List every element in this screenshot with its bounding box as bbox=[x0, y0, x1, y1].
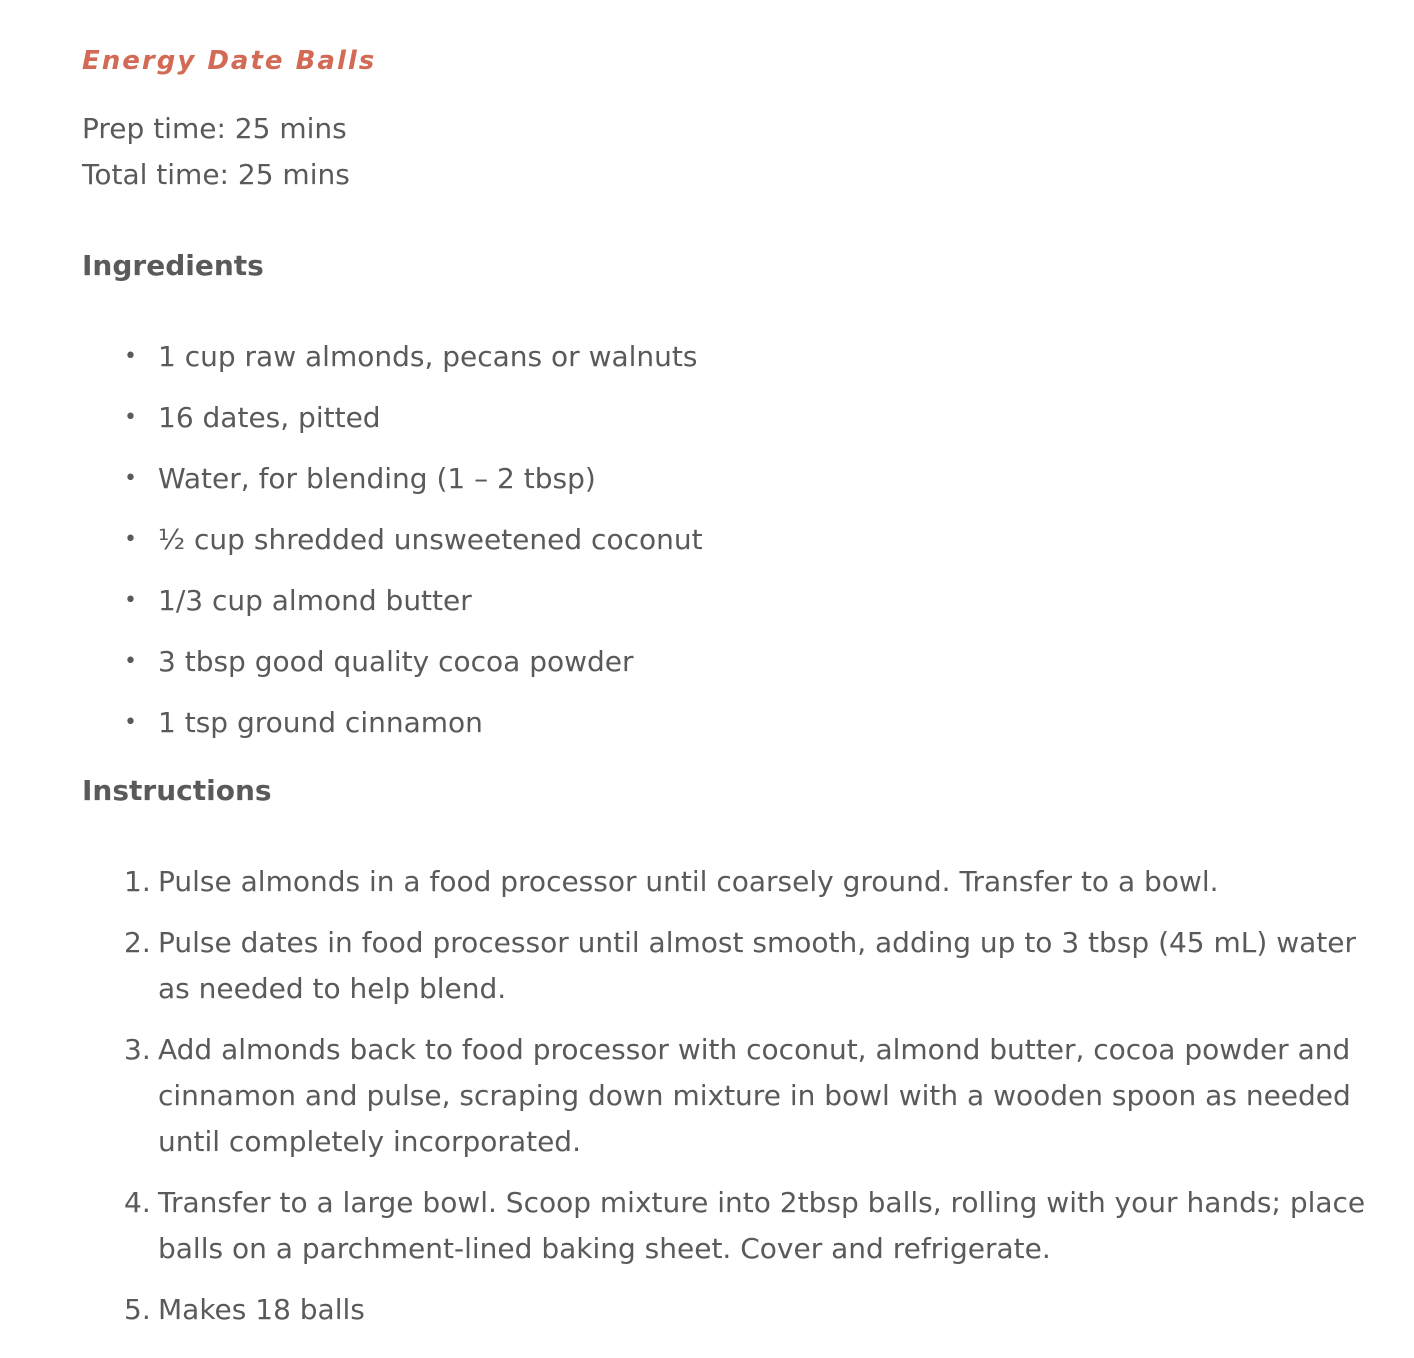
ingredient-text: 1 cup raw almonds, pecans or walnuts bbox=[158, 340, 698, 373]
ingredient-text: 1 tsp ground cinnamon bbox=[158, 706, 483, 739]
ingredient-item bbox=[82, 456, 1372, 502]
step-number: 2. bbox=[124, 926, 151, 959]
recipe-card bbox=[82, 40, 1372, 1348]
ingredient-item bbox=[82, 639, 1372, 685]
instruction-step bbox=[82, 1287, 1372, 1333]
bullet-icon: • bbox=[124, 649, 137, 674]
ingredients-heading: Ingredients bbox=[82, 249, 264, 282]
ingredient-item bbox=[82, 395, 1372, 441]
ingredient-item bbox=[82, 578, 1372, 624]
ingredient-text: 16 dates, pitted bbox=[158, 401, 381, 434]
bullet-icon: • bbox=[124, 588, 137, 613]
instruction-step bbox=[82, 920, 1372, 1012]
ingredient-text: 3 tbsp good quality cocoa powder bbox=[158, 645, 634, 678]
instruction-step bbox=[82, 859, 1372, 905]
step-text: Pulse almonds in a food processor until coarsely ground. Transfer to a bowl. bbox=[158, 865, 1219, 898]
bullet-icon: • bbox=[124, 527, 137, 552]
ingredient-text: 1/3 cup almond butter bbox=[158, 584, 472, 617]
instruction-step bbox=[82, 1027, 1372, 1165]
step-text: Makes 18 balls bbox=[158, 1293, 365, 1326]
instruction-step bbox=[82, 1180, 1372, 1272]
step-number: 5. bbox=[124, 1293, 151, 1326]
ingredient-item bbox=[82, 517, 1372, 563]
step-text: Transfer to a large bowl. Scoop mixture into 2tbsp balls, rolling with your hands; place balls on a parchment-lined baking sheet. Cover and refrigerate. bbox=[158, 1186, 1366, 1265]
ingredient-text: Water, for blending (1 – 2 tbsp) bbox=[158, 462, 596, 495]
ingredient-text: ½ cup shredded unsweetened coconut bbox=[158, 523, 703, 556]
recipe-title: Energy Date Balls bbox=[82, 46, 377, 76]
bullet-icon: • bbox=[124, 405, 137, 430]
step-text: Pulse dates in food processor until almost smooth, adding up to 3 tbsp (45 mL) water as needed to help blend. bbox=[158, 926, 1356, 1005]
instructions-list bbox=[82, 859, 1372, 1333]
step-text: Add almonds back to food processor with coconut, almond butter, cocoa powder and cinnamon and pulse, scraping down mixture in bowl with a wooden spoon as needed until completely incorporated. bbox=[158, 1033, 1351, 1158]
step-number: 4. bbox=[124, 1186, 151, 1219]
total-time: Total time: 25 mins bbox=[82, 158, 350, 191]
bullet-icon: • bbox=[124, 466, 137, 491]
ingredients-list bbox=[82, 334, 1372, 746]
instructions-heading: Instructions bbox=[82, 774, 272, 807]
step-number: 1. bbox=[124, 865, 151, 898]
bullet-icon: • bbox=[124, 344, 137, 369]
prep-time: Prep time: 25 mins bbox=[82, 112, 347, 145]
ingredient-item bbox=[82, 334, 1372, 380]
ingredient-item bbox=[82, 700, 1372, 746]
step-number: 3. bbox=[124, 1033, 151, 1066]
bullet-icon: • bbox=[124, 710, 137, 735]
recipe-times bbox=[82, 106, 1372, 198]
